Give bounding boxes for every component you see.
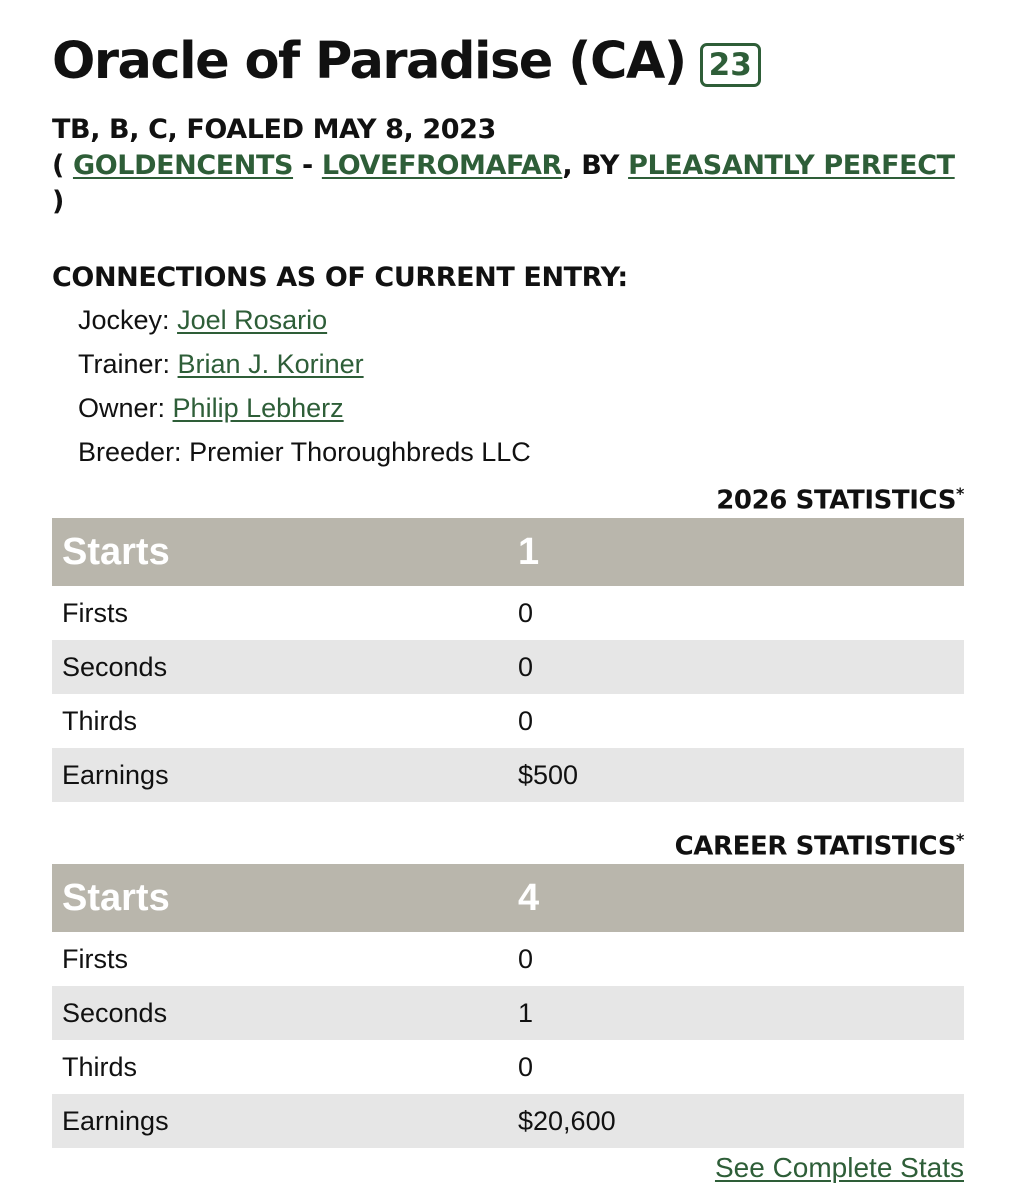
career-stats-asterisk: *: [956, 830, 964, 849]
year-starts-label: Starts: [52, 518, 508, 586]
jockey-row: [78, 300, 531, 344]
career-thirds-value: 0: [518, 1051, 534, 1082]
horse-details: [52, 112, 964, 220]
career-seconds-value: 1: [508, 986, 964, 1040]
horse-name: Oracle of Paradise (CA): [52, 32, 686, 91]
breeder-row: [78, 432, 531, 476]
career-firsts-value: 0: [518, 943, 534, 974]
year-firsts-value: 0: [518, 597, 534, 628]
breeder-value: Premier Thoroughbreds LLC: [189, 437, 531, 467]
career-starts-row: [52, 864, 964, 932]
career-stats-table: [52, 864, 964, 1148]
career-starts-value: 4: [508, 864, 964, 932]
trainer-row: [78, 344, 531, 388]
trainer-link[interactable]: Brian J. Koriner: [177, 349, 364, 379]
year-starts-value: 1: [508, 518, 964, 586]
pedigree-close-paren: ): [52, 186, 64, 217]
career-starts-label: Starts: [52, 864, 508, 932]
breeder-label: Breeder:: [78, 437, 182, 467]
career-firsts-row: [52, 932, 964, 986]
title-row: [52, 32, 761, 91]
year-earnings-value: $500: [508, 748, 964, 802]
career-firsts-label: Firsts: [62, 943, 128, 974]
year-earnings-label: Earnings: [52, 748, 508, 802]
year-seconds-row: [52, 640, 964, 694]
jockey-link[interactable]: Joel Rosario: [177, 305, 328, 335]
pedigree-dash: -: [302, 150, 313, 181]
year-stats-asterisk: *: [956, 484, 964, 503]
connections-list: [78, 300, 531, 476]
year-starts-row: [52, 518, 964, 586]
career-seconds-row: [52, 986, 964, 1040]
owner-link[interactable]: Philip Lebherz: [172, 393, 344, 423]
year-earnings-row: [52, 748, 964, 802]
year-thirds-value: 0: [518, 705, 534, 736]
year-firsts-row: [52, 586, 964, 640]
year-seconds-value: 0: [508, 640, 964, 694]
damsire-link[interactable]: PLEASANTLY PERFECT: [628, 150, 955, 181]
jockey-label: Jockey:: [78, 305, 170, 335]
horse-description: TB, B, C, FOALED MAY 8, 2023: [52, 114, 496, 145]
career-thirds-label: Thirds: [62, 1051, 138, 1082]
career-earnings-value: $20,600: [508, 1094, 964, 1148]
pedigree: [52, 148, 964, 220]
year-stats-title: 2026 STATISTICS: [716, 485, 957, 516]
career-stats-title: CAREER STATISTICS: [674, 831, 957, 862]
year-firsts-label: Firsts: [62, 597, 128, 628]
career-thirds-row: [52, 1040, 964, 1094]
sire-link[interactable]: GOLDENCENTS: [72, 150, 294, 181]
year-stats-heading: [716, 484, 964, 516]
career-stats-heading: [675, 830, 964, 862]
owner-row: [78, 388, 531, 432]
pedigree-by: , BY: [562, 150, 620, 181]
year-thirds-row: [52, 694, 964, 748]
owner-label: Owner:: [78, 393, 166, 423]
career-earnings-row: [52, 1094, 964, 1148]
career-earnings-label: Earnings: [52, 1094, 508, 1148]
career-seconds-label: Seconds: [52, 986, 508, 1040]
dam-link[interactable]: LOVEFROMAFAR: [321, 150, 563, 181]
see-complete-stats-link[interactable]: See Complete Stats: [714, 1152, 964, 1183]
age-badge: 23: [700, 43, 761, 87]
connections-heading: CONNECTIONS AS OF CURRENT ENTRY:: [52, 262, 628, 293]
year-thirds-label: Thirds: [62, 705, 138, 736]
year-seconds-label: Seconds: [52, 640, 508, 694]
year-stats-table: [52, 518, 964, 802]
trainer-label: Trainer:: [78, 349, 171, 379]
pedigree-open-paren: (: [52, 150, 64, 181]
